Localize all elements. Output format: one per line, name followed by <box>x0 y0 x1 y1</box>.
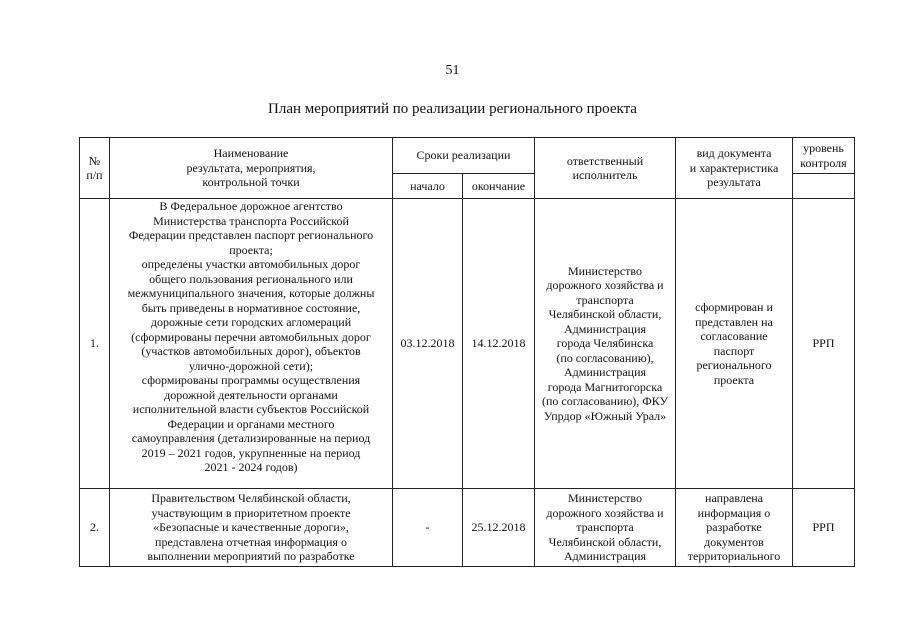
row-control: РРП <box>793 199 855 489</box>
document-title: План мероприятий по реализации регионального проекта <box>268 101 637 117</box>
header-control-blank <box>793 174 855 199</box>
header-doc-type: вид документа и характеристика результата <box>676 138 793 199</box>
row-doc-type: направлена информация о разработке документов территориального <box>676 489 793 567</box>
row-name: В Федеральное дорожное агентство Министерства транспорта Российской Федерации представлен паспорт регионального проекта; определены участки автомобильных дорог общего пользования регионального или межмуниципального значения, которые должны быть приведены в нормативное состояние, дорожные сети городских агломераций (сформированы перечни автомобильных дорог (участков автомобильных дорог), объектов улично-дорожной сети); сформированы программы осуществления дорожной деятельности органами исполнительной власти субъектов Российской Федерации и органами местного самоуправления (детализированные на период 2019 – 2021 годов, укрупненные на период 2021 - 2024 годов) <box>110 199 393 489</box>
row-responsible: Министерство дорожного хозяйства и транспорта Челябинской области, Администрация <box>535 489 676 567</box>
row-start: - <box>393 489 463 567</box>
header-dates: Сроки реализации <box>393 138 535 174</box>
plan-table <box>79 137 855 567</box>
row-responsible: Министерство дорожного хозяйства и транспорта Челябинской области, Администрация города Челябинска (по согласованию), Администрация города Магнитогорска (по согласованию), ФКУ Упрдор «Южный Урал» <box>535 199 676 489</box>
row-start: 03.12.2018 <box>393 199 463 489</box>
header-num: № п/п <box>80 138 110 199</box>
header-start: начало <box>393 174 463 199</box>
header-end: окончание <box>463 174 535 199</box>
row-num: 2. <box>80 489 110 567</box>
header-control: уровень контроля <box>793 138 855 174</box>
table-row <box>80 489 855 567</box>
header-row-1 <box>80 138 855 174</box>
row-doc-type: сформирован и представлен на согласование паспорт регионального проекта <box>676 199 793 489</box>
page-number: 51 <box>445 63 460 78</box>
header-responsible: ответственный исполнитель <box>535 138 676 199</box>
row-control: РРП <box>793 489 855 567</box>
row-end: 25.12.2018 <box>463 489 535 567</box>
table-row <box>80 199 855 489</box>
row-end: 14.12.2018 <box>463 199 535 489</box>
row-num: 1. <box>80 199 110 489</box>
row-name: Правительством Челябинской области, участвующим в приоритетном проекте «Безопасные и качественные дороги», представлена отчетная информация о выполнении мероприятий по разработке <box>110 489 393 567</box>
header-name: Наименование результата, мероприятия, контрольной точки <box>110 138 393 199</box>
